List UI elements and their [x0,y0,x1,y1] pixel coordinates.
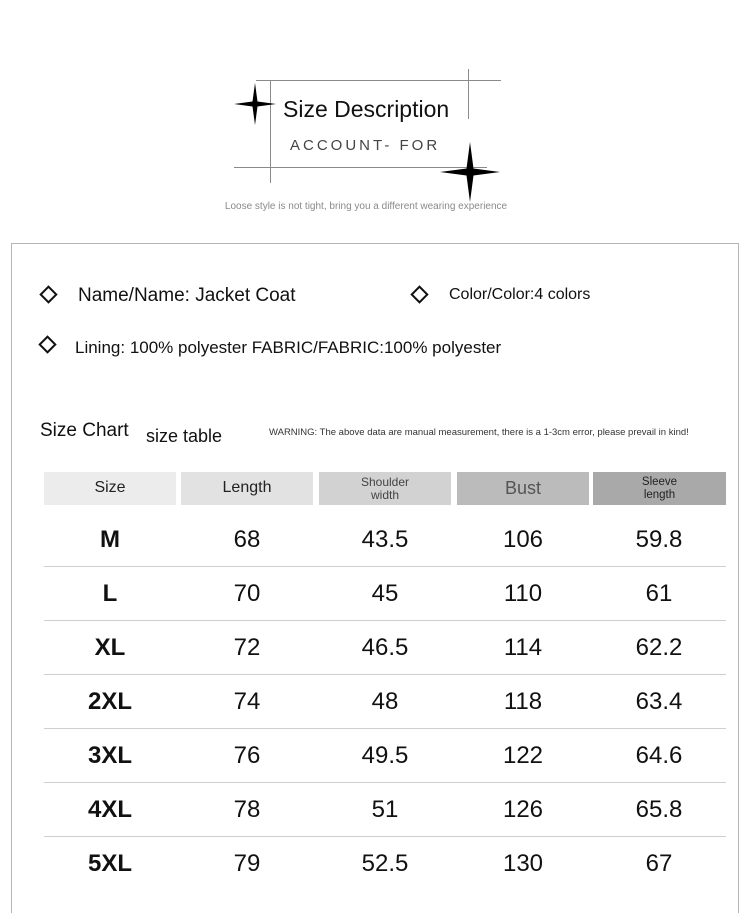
size-chart-subtitle: size table [146,426,223,446]
column-header-shoulder-width [319,472,451,505]
sparkle-star-small-icon [234,83,276,125]
cell-bust: 130 [502,850,544,877]
table-row [44,513,726,567]
cell-size: 5XL [87,850,132,877]
cell-size: XL [94,634,126,661]
cell-bust: 118 [503,688,543,715]
account-for-subtitle: ACCOUNT- FOR [290,137,441,154]
cell-sleeve-length: 61 [645,580,673,607]
table-row [44,783,726,837]
frame-line-right [468,69,469,119]
measurement-warning: WARNING: The above data are manual measurement, there is a 1-3cm error, please prevail in kind! [269,427,689,438]
cell-shoulder-width: 48 [371,688,399,715]
column-header-shoulder-line2: width [370,487,399,502]
cell-length: 70 [233,580,261,607]
column-header-sleeve-line2: length [643,488,676,501]
cell-shoulder-width: 43.5 [361,526,409,553]
product-color: Color/Color:4 colors [449,286,591,303]
cell-bust: 110 [503,580,543,607]
cell-length: 79 [233,850,261,877]
column-header-bust: Bust [457,472,589,505]
cell-size: 3XL [87,742,132,769]
cell-shoulder-width: 49.5 [361,742,409,769]
cell-sleeve-length: 64.6 [635,742,683,769]
table-row [44,837,726,891]
size-description-header [0,0,750,230]
frame-line-top [256,80,501,81]
cell-sleeve-length: 67 [645,850,673,877]
table-row [44,567,726,621]
cell-sleeve-length: 65.8 [635,796,683,823]
cell-length: 76 [233,742,261,769]
cell-length: 68 [233,526,261,553]
cell-sleeve-length: 63.4 [635,688,683,715]
cell-shoulder-width: 45 [371,580,399,607]
table-row [44,621,726,675]
cell-size: M [100,526,120,553]
column-header-length: Length [181,472,313,505]
cell-length: 78 [233,796,261,823]
column-header-sleeve-length [593,472,726,505]
size-chart-title: Size Chart [40,420,129,441]
page-title: Size Description [283,96,450,122]
tagline: Loose style is not tight, bring you a different wearing experience [224,201,508,212]
cell-bust: 114 [503,634,543,661]
column-header-sleeve-line1: Sleeve [641,476,678,489]
product-lining: Lining: 100% polyester FABRIC/FABRIC:100% polyester [75,338,502,357]
column-header-size: Size [44,472,176,505]
product-name: Name/Name: Jacket Coat [78,285,296,306]
cell-shoulder-width: 52.5 [361,850,409,877]
column-header-shoulder-line1: Shoulder [360,474,410,489]
table-row [44,675,726,729]
cell-length: 74 [233,688,261,715]
cell-shoulder-width: 51 [371,796,399,823]
cell-size: 4XL [87,796,132,823]
sparkle-star-large-icon [440,142,500,202]
cell-size: L [102,580,118,607]
cell-bust: 122 [502,742,544,769]
cell-shoulder-width: 46.5 [361,634,409,661]
cell-sleeve-length: 59.8 [635,526,683,553]
table-row [44,729,726,783]
cell-size: 2XL [87,688,132,715]
cell-bust: 106 [502,526,544,553]
cell-length: 72 [233,634,261,661]
cell-sleeve-length: 62.2 [635,634,683,661]
cell-bust: 126 [502,796,544,823]
